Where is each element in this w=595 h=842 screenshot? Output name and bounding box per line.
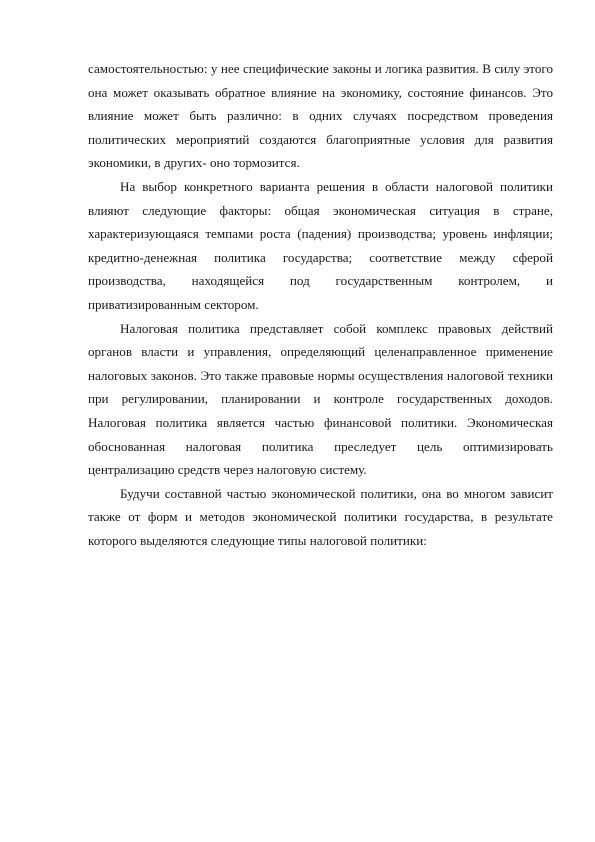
paragraph-factors: На выбор конкретного варианта решения в области налоговой политики влияют следующие факторы: общая экономическая ситуация в стране, характеризующаяся темпами роста (падения) производства; уровень инфляции; кредитно-денежная политика государства; соответствие между сферой производства, находящейся под государственным контролем, и приватизированным сектором. [88, 178, 553, 312]
paragraph-continuation: самостоятельностью: у нее специфические законы и логика развития. В силу этого она может оказывать обратное влияние на экономику, состояние финансов. Это влияние может быть различно: в одних случаях посредством проведения политических мероприятий создаются благоприятные условия для развития экономики, в других- оно тормозится. [88, 61, 553, 171]
paragraph-tax-policy-types: Будучи составной частью экономической политики, она во многом зависит также от форм и методов экономической политики государства, в результате которого выделяются следующие типы налоговой политики: [88, 485, 553, 548]
paragraph-tax-policy-definition: Налоговая политика представляет собой комплекс правовых действий органов власти и управления, определяющий целенаправленное применение налоговых законов. Это также правовые нормы осуществления налоговой техники при регулировании, планировании и контроле государственных доходов. Налоговая политика является частью финансовой политики. Экономическая обоснованная налоговая политика преследует цель оптимизировать централизацию средств через налоговую систему. [88, 320, 553, 478]
document-body [88, 57, 553, 552]
